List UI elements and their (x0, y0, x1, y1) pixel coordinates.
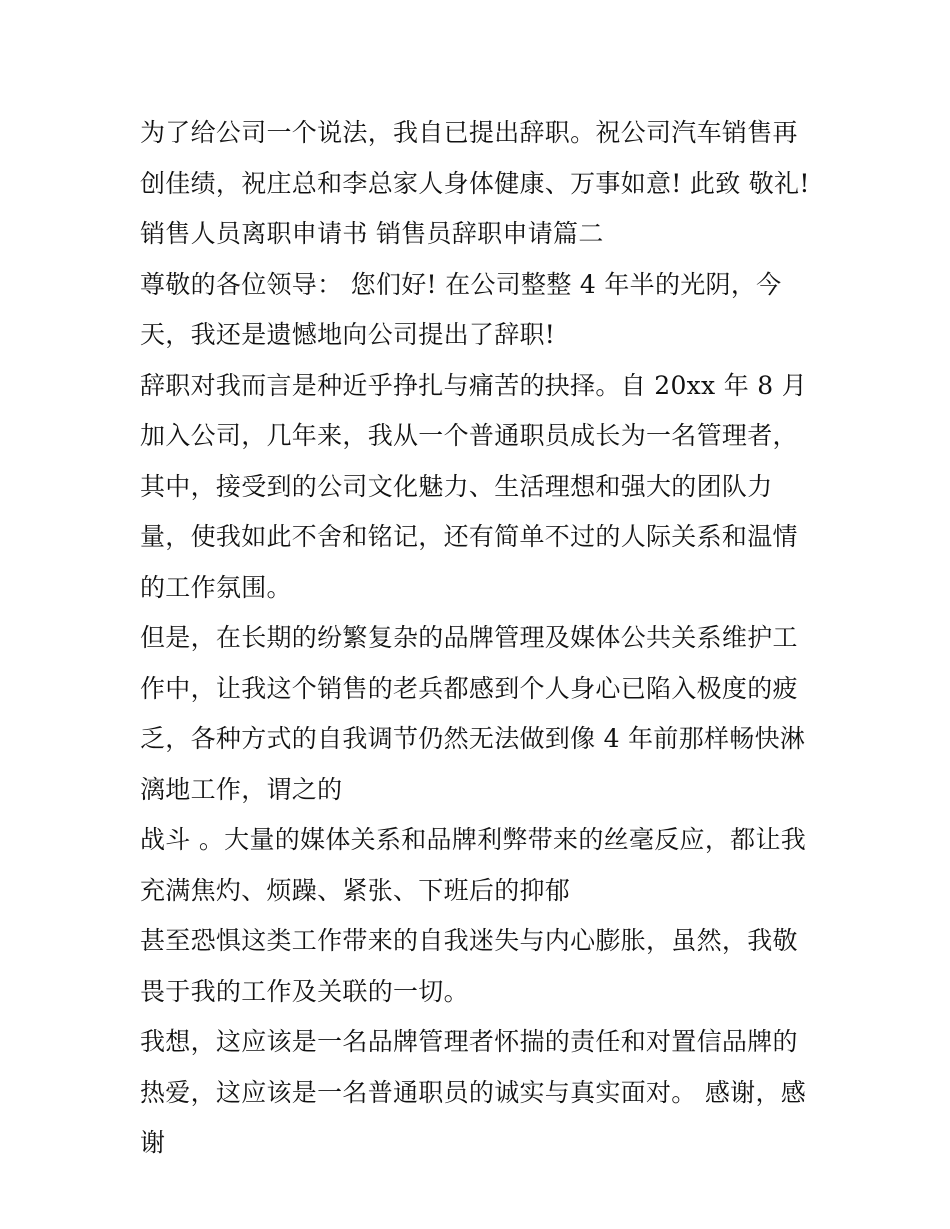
paragraph-greeting: 尊敬的各位领导： 您们好! 在公司整整 4 年半的光阴，今天，我还是遗憾地向公司提出了辞职! (140, 269, 782, 349)
paragraph-gratitude: 我想，这应该是一名品牌管理者怀揣的责任和对置信品牌的热爱，这应该是一名普通职员的诚实与真实面对。 感谢，感谢 (140, 1027, 807, 1157)
paragraph-reflection: 辞职对我而言是种近乎挣扎与痛苦的抉择。自 20xx 年 8 月加入公司，几年来，我从一个普通职员成长为一名管理者，其中，接受到的公司文化魅力、生活理想和强大的团队力量，使我如此不舍和铭记，还有简单不过的人际关系和温情的工作氛围。 (140, 370, 808, 602)
document-page (140, 108, 820, 1169)
paragraph-fear: 甚至恐惧这类工作带来的自我迷失与内心膨胀，虽然，我敬畏于我的工作及关联的一切。 (140, 926, 798, 1006)
paragraph-closing-and-title: 为了给公司一个说法，我自已提出辞职。祝公司汽车销售再创佳绩，祝庄总和李总家人身体健康、万事如意! 此致 敬礼! 销售人员离职申请书 销售员辞职申请篇二 (140, 118, 810, 248)
paragraph-battle: 战斗 。大量的媒体关系和品牌利弊带来的丝毫反应，都让我充满焦灼、烦躁、紧张、下班后的抑郁 (140, 825, 807, 905)
paragraph-fatigue: 但是，在长期的纷繁复杂的品牌管理及媒体公共关系维护工作中，让我这个销售的老兵都感到个人身心已陷入极度的疲乏，各种方式的自我调节仍然无法做到像 4 年前那样畅快淋漓地工作，谓之的 (140, 623, 806, 804)
